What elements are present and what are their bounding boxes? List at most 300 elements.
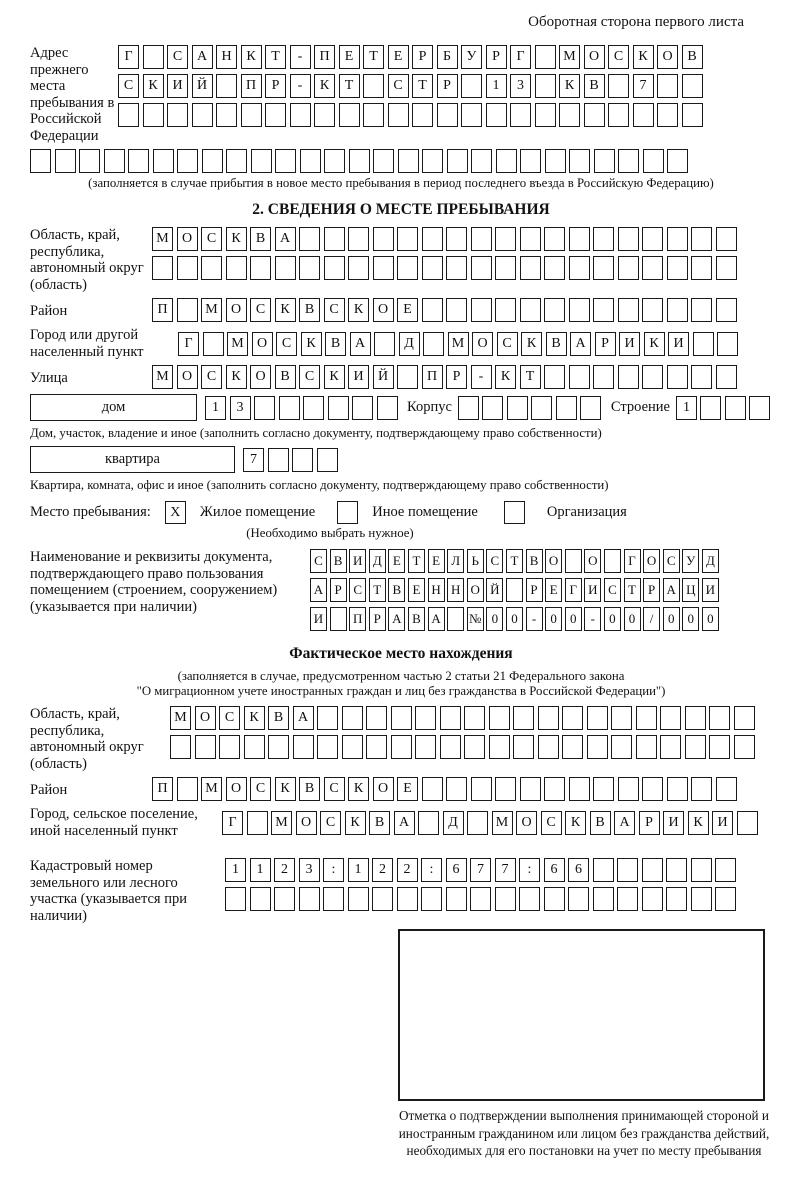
char-cell[interactable]: А bbox=[570, 332, 591, 356]
char-cell[interactable] bbox=[691, 365, 712, 389]
char-cell[interactable]: 0 bbox=[604, 607, 621, 631]
char-cell[interactable] bbox=[691, 777, 712, 801]
char-cell[interactable]: М bbox=[559, 45, 580, 69]
char-cell[interactable]: Т bbox=[408, 549, 425, 573]
char-cell[interactable]: Й bbox=[192, 74, 213, 98]
char-cell[interactable] bbox=[55, 149, 76, 173]
char-cell[interactable] bbox=[143, 103, 164, 127]
char-cell[interactable]: 0 bbox=[545, 607, 562, 631]
char-cell[interactable]: М bbox=[152, 365, 173, 389]
char-cell[interactable] bbox=[352, 396, 373, 420]
char-cell[interactable]: О bbox=[643, 549, 660, 573]
char-cell[interactable]: С bbox=[541, 811, 562, 835]
char-cell[interactable] bbox=[391, 706, 412, 730]
char-cell[interactable]: О bbox=[177, 365, 198, 389]
char-cell[interactable] bbox=[700, 396, 721, 420]
char-cell[interactable] bbox=[348, 887, 369, 911]
char-cell[interactable] bbox=[685, 735, 706, 759]
char-cell[interactable] bbox=[314, 103, 335, 127]
char-cell[interactable] bbox=[373, 256, 394, 280]
char-cell[interactable] bbox=[323, 887, 344, 911]
char-cell[interactable]: С bbox=[167, 45, 188, 69]
char-cell[interactable] bbox=[495, 256, 516, 280]
char-cell[interactable] bbox=[657, 74, 678, 98]
char-cell[interactable]: Р bbox=[330, 578, 347, 602]
checkbox-residential[interactable]: X bbox=[165, 501, 186, 524]
char-cell[interactable]: 1 bbox=[250, 858, 271, 882]
char-cell[interactable]: О bbox=[226, 298, 247, 322]
char-cell[interactable]: Т bbox=[339, 74, 360, 98]
char-cell[interactable] bbox=[422, 777, 443, 801]
checkbox-organization[interactable] bbox=[504, 501, 525, 524]
char-cell[interactable] bbox=[177, 256, 198, 280]
char-cell[interactable] bbox=[446, 227, 467, 251]
char-cell[interactable] bbox=[636, 735, 657, 759]
char-cell[interactable] bbox=[254, 396, 275, 420]
char-cell[interactable]: К bbox=[314, 74, 335, 98]
char-cell[interactable] bbox=[446, 298, 467, 322]
char-cell[interactable] bbox=[250, 256, 271, 280]
char-cell[interactable] bbox=[715, 887, 736, 911]
char-cell[interactable] bbox=[593, 365, 614, 389]
char-cell[interactable] bbox=[177, 777, 198, 801]
char-cell[interactable]: Р bbox=[486, 45, 507, 69]
char-cell[interactable]: - bbox=[290, 74, 311, 98]
char-cell[interactable] bbox=[618, 227, 639, 251]
char-cell[interactable]: 3 bbox=[230, 396, 251, 420]
char-cell[interactable] bbox=[685, 706, 706, 730]
char-cell[interactable] bbox=[569, 365, 590, 389]
char-cell[interactable] bbox=[618, 365, 639, 389]
char-cell[interactable] bbox=[611, 706, 632, 730]
char-cell[interactable]: Т bbox=[520, 365, 541, 389]
char-cell[interactable] bbox=[418, 811, 439, 835]
char-cell[interactable]: Д bbox=[369, 549, 386, 573]
char-cell[interactable] bbox=[471, 149, 492, 173]
char-cell[interactable] bbox=[440, 706, 461, 730]
char-cell[interactable] bbox=[506, 578, 523, 602]
char-cell[interactable]: А bbox=[293, 706, 314, 730]
char-cell[interactable] bbox=[593, 887, 614, 911]
char-cell[interactable]: С bbox=[486, 549, 503, 573]
char-cell[interactable] bbox=[593, 858, 614, 882]
char-cell[interactable] bbox=[464, 706, 485, 730]
char-cell[interactable]: К bbox=[241, 45, 262, 69]
char-cell[interactable] bbox=[247, 811, 268, 835]
char-cell[interactable]: П bbox=[349, 607, 366, 631]
char-cell[interactable] bbox=[642, 858, 663, 882]
char-cell[interactable] bbox=[279, 396, 300, 420]
char-cell[interactable] bbox=[667, 149, 688, 173]
char-cell[interactable] bbox=[397, 227, 418, 251]
char-cell[interactable] bbox=[716, 298, 737, 322]
char-cell[interactable] bbox=[177, 298, 198, 322]
char-cell[interactable] bbox=[374, 332, 395, 356]
char-cell[interactable]: Н bbox=[447, 578, 464, 602]
char-cell[interactable] bbox=[593, 256, 614, 280]
char-cell[interactable] bbox=[569, 149, 590, 173]
char-cell[interactable]: С bbox=[608, 45, 629, 69]
char-cell[interactable] bbox=[300, 149, 321, 173]
char-cell[interactable] bbox=[544, 365, 565, 389]
char-cell[interactable]: Н bbox=[428, 578, 445, 602]
char-cell[interactable]: 6 bbox=[568, 858, 589, 882]
char-cell[interactable]: С bbox=[349, 578, 366, 602]
char-cell[interactable]: С bbox=[663, 549, 680, 573]
char-cell[interactable]: И bbox=[348, 365, 369, 389]
char-cell[interactable] bbox=[507, 396, 528, 420]
char-cell[interactable]: М bbox=[201, 298, 222, 322]
char-cell[interactable]: К bbox=[348, 777, 369, 801]
char-cell[interactable] bbox=[447, 607, 464, 631]
char-cell[interactable] bbox=[642, 256, 663, 280]
char-cell[interactable] bbox=[348, 256, 369, 280]
char-cell[interactable]: В bbox=[408, 607, 425, 631]
char-cell[interactable] bbox=[562, 735, 583, 759]
char-cell[interactable]: К bbox=[559, 74, 580, 98]
char-cell[interactable] bbox=[587, 706, 608, 730]
char-cell[interactable] bbox=[617, 858, 638, 882]
char-cell[interactable]: М bbox=[152, 227, 173, 251]
char-cell[interactable] bbox=[363, 103, 384, 127]
char-cell[interactable] bbox=[30, 149, 51, 173]
char-cell[interactable] bbox=[471, 777, 492, 801]
char-cell[interactable]: 1 bbox=[205, 396, 226, 420]
char-cell[interactable] bbox=[544, 887, 565, 911]
char-cell[interactable] bbox=[513, 735, 534, 759]
char-cell[interactable] bbox=[324, 227, 345, 251]
char-cell[interactable]: В bbox=[546, 332, 567, 356]
char-cell[interactable]: А bbox=[192, 45, 213, 69]
char-cell[interactable] bbox=[293, 735, 314, 759]
char-cell[interactable]: С bbox=[201, 227, 222, 251]
char-cell[interactable]: О bbox=[584, 45, 605, 69]
char-cell[interactable] bbox=[216, 74, 237, 98]
char-cell[interactable] bbox=[715, 858, 736, 882]
char-cell[interactable]: : bbox=[519, 858, 540, 882]
char-cell[interactable]: В bbox=[388, 578, 405, 602]
char-cell[interactable]: К bbox=[301, 332, 322, 356]
char-cell[interactable] bbox=[667, 777, 688, 801]
char-cell[interactable] bbox=[569, 227, 590, 251]
char-cell[interactable] bbox=[203, 332, 224, 356]
char-cell[interactable] bbox=[520, 298, 541, 322]
char-cell[interactable] bbox=[569, 256, 590, 280]
char-cell[interactable]: С bbox=[497, 332, 518, 356]
char-cell[interactable] bbox=[292, 448, 313, 472]
char-cell[interactable]: В bbox=[526, 549, 543, 573]
char-cell[interactable]: О bbox=[373, 777, 394, 801]
char-cell[interactable] bbox=[667, 365, 688, 389]
char-cell[interactable] bbox=[489, 706, 510, 730]
char-cell[interactable] bbox=[691, 858, 712, 882]
char-cell[interactable] bbox=[330, 607, 347, 631]
char-cell[interactable] bbox=[544, 298, 565, 322]
char-cell[interactable]: К bbox=[633, 45, 654, 69]
char-cell[interactable]: К bbox=[644, 332, 665, 356]
char-cell[interactable]: Д bbox=[702, 549, 719, 573]
char-cell[interactable] bbox=[520, 149, 541, 173]
char-cell[interactable] bbox=[569, 298, 590, 322]
char-cell[interactable] bbox=[594, 149, 615, 173]
char-cell[interactable] bbox=[423, 332, 444, 356]
char-cell[interactable]: : bbox=[421, 858, 442, 882]
char-cell[interactable] bbox=[482, 396, 503, 420]
char-cell[interactable] bbox=[569, 777, 590, 801]
char-cell[interactable] bbox=[666, 858, 687, 882]
char-cell[interactable] bbox=[244, 735, 265, 759]
char-cell[interactable]: К bbox=[244, 706, 265, 730]
char-cell[interactable]: В bbox=[275, 365, 296, 389]
char-cell[interactable]: М bbox=[227, 332, 248, 356]
char-cell[interactable]: Й bbox=[486, 578, 503, 602]
char-cell[interactable]: Ц bbox=[682, 578, 699, 602]
char-cell[interactable]: И bbox=[167, 74, 188, 98]
char-cell[interactable] bbox=[195, 735, 216, 759]
char-cell[interactable]: 0 bbox=[663, 607, 680, 631]
char-cell[interactable] bbox=[366, 735, 387, 759]
char-cell[interactable]: В bbox=[299, 298, 320, 322]
char-cell[interactable] bbox=[580, 396, 601, 420]
char-cell[interactable] bbox=[274, 887, 295, 911]
char-cell[interactable] bbox=[342, 706, 363, 730]
char-cell[interactable]: 2 bbox=[274, 858, 295, 882]
char-cell[interactable]: С bbox=[118, 74, 139, 98]
char-cell[interactable] bbox=[520, 777, 541, 801]
char-cell[interactable]: 0 bbox=[506, 607, 523, 631]
char-cell[interactable] bbox=[608, 103, 629, 127]
char-cell[interactable] bbox=[642, 887, 663, 911]
char-cell[interactable] bbox=[633, 103, 654, 127]
char-cell[interactable] bbox=[422, 227, 443, 251]
char-cell[interactable] bbox=[216, 103, 237, 127]
char-cell[interactable] bbox=[299, 227, 320, 251]
char-cell[interactable]: С bbox=[299, 365, 320, 389]
char-cell[interactable] bbox=[717, 332, 738, 356]
char-cell[interactable] bbox=[265, 103, 286, 127]
char-cell[interactable] bbox=[693, 332, 714, 356]
char-cell[interactable] bbox=[118, 103, 139, 127]
char-cell[interactable] bbox=[461, 74, 482, 98]
char-cell[interactable] bbox=[342, 735, 363, 759]
char-cell[interactable]: 2 bbox=[397, 858, 418, 882]
char-cell[interactable] bbox=[377, 396, 398, 420]
char-cell[interactable]: Й bbox=[373, 365, 394, 389]
char-cell[interactable] bbox=[421, 887, 442, 911]
char-cell[interactable] bbox=[667, 256, 688, 280]
char-cell[interactable]: И bbox=[702, 578, 719, 602]
char-cell[interactable]: И bbox=[619, 332, 640, 356]
char-cell[interactable] bbox=[152, 256, 173, 280]
char-cell[interactable]: К bbox=[688, 811, 709, 835]
char-cell[interactable]: И bbox=[663, 811, 684, 835]
char-cell[interactable]: Т bbox=[506, 549, 523, 573]
char-cell[interactable] bbox=[251, 149, 272, 173]
char-cell[interactable]: Т bbox=[369, 578, 386, 602]
char-cell[interactable] bbox=[299, 256, 320, 280]
char-cell[interactable] bbox=[440, 735, 461, 759]
char-cell[interactable]: У bbox=[682, 549, 699, 573]
char-cell[interactable] bbox=[303, 396, 324, 420]
char-cell[interactable] bbox=[388, 103, 409, 127]
char-cell[interactable] bbox=[437, 103, 458, 127]
char-cell[interactable]: Р bbox=[437, 74, 458, 98]
char-cell[interactable] bbox=[593, 777, 614, 801]
char-cell[interactable]: Р bbox=[446, 365, 467, 389]
char-cell[interactable] bbox=[317, 448, 338, 472]
char-cell[interactable]: В bbox=[584, 74, 605, 98]
char-cell[interactable] bbox=[535, 103, 556, 127]
char-cell[interactable] bbox=[104, 149, 125, 173]
char-cell[interactable] bbox=[535, 45, 556, 69]
char-cell[interactable] bbox=[618, 149, 639, 173]
char-cell[interactable] bbox=[467, 811, 488, 835]
char-cell[interactable] bbox=[226, 149, 247, 173]
char-cell[interactable] bbox=[562, 706, 583, 730]
char-cell[interactable]: Р bbox=[595, 332, 616, 356]
char-cell[interactable] bbox=[170, 735, 191, 759]
char-cell[interactable] bbox=[495, 887, 516, 911]
char-cell[interactable]: А bbox=[394, 811, 415, 835]
char-cell[interactable] bbox=[709, 706, 730, 730]
char-cell[interactable] bbox=[642, 227, 663, 251]
char-cell[interactable]: 6 bbox=[446, 858, 467, 882]
char-cell[interactable]: П bbox=[152, 298, 173, 322]
char-cell[interactable] bbox=[734, 735, 755, 759]
char-cell[interactable] bbox=[153, 149, 174, 173]
char-cell[interactable]: Е bbox=[397, 298, 418, 322]
char-cell[interactable]: И bbox=[349, 549, 366, 573]
char-cell[interactable] bbox=[618, 777, 639, 801]
char-cell[interactable]: М bbox=[271, 811, 292, 835]
char-cell[interactable]: / bbox=[643, 607, 660, 631]
char-cell[interactable] bbox=[461, 103, 482, 127]
char-cell[interactable] bbox=[666, 887, 687, 911]
char-cell[interactable] bbox=[373, 227, 394, 251]
char-cell[interactable]: Г bbox=[118, 45, 139, 69]
char-cell[interactable] bbox=[167, 103, 188, 127]
char-cell[interactable] bbox=[470, 887, 491, 911]
char-cell[interactable] bbox=[520, 227, 541, 251]
char-cell[interactable] bbox=[667, 227, 688, 251]
char-cell[interactable] bbox=[177, 149, 198, 173]
char-cell[interactable]: Р bbox=[412, 45, 433, 69]
char-cell[interactable] bbox=[643, 149, 664, 173]
char-cell[interactable]: Е bbox=[388, 549, 405, 573]
char-cell[interactable] bbox=[397, 256, 418, 280]
char-cell[interactable] bbox=[531, 396, 552, 420]
char-cell[interactable]: И bbox=[310, 607, 327, 631]
char-cell[interactable] bbox=[489, 735, 510, 759]
char-cell[interactable]: С bbox=[320, 811, 341, 835]
char-cell[interactable]: К bbox=[348, 298, 369, 322]
char-cell[interactable]: В bbox=[250, 227, 271, 251]
char-cell[interactable] bbox=[398, 149, 419, 173]
char-cell[interactable]: Р bbox=[643, 578, 660, 602]
char-cell[interactable]: - bbox=[290, 45, 311, 69]
char-cell[interactable]: Г bbox=[222, 811, 243, 835]
char-cell[interactable] bbox=[275, 149, 296, 173]
char-cell[interactable] bbox=[415, 735, 436, 759]
char-cell[interactable]: А bbox=[663, 578, 680, 602]
char-cell[interactable] bbox=[464, 735, 485, 759]
char-cell[interactable]: П bbox=[241, 74, 262, 98]
char-cell[interactable]: Т bbox=[363, 45, 384, 69]
char-cell[interactable]: С bbox=[388, 74, 409, 98]
char-cell[interactable] bbox=[538, 735, 559, 759]
char-cell[interactable] bbox=[734, 706, 755, 730]
char-cell[interactable] bbox=[749, 396, 770, 420]
char-cell[interactable] bbox=[682, 74, 703, 98]
char-cell[interactable] bbox=[636, 706, 657, 730]
char-cell[interactable]: 7 bbox=[243, 448, 264, 472]
char-cell[interactable] bbox=[716, 777, 737, 801]
char-cell[interactable] bbox=[535, 74, 556, 98]
char-cell[interactable]: Б bbox=[437, 45, 458, 69]
char-cell[interactable] bbox=[642, 298, 663, 322]
char-cell[interactable] bbox=[691, 227, 712, 251]
char-cell[interactable]: К bbox=[345, 811, 366, 835]
char-cell[interactable] bbox=[725, 396, 746, 420]
char-cell[interactable]: 7 bbox=[633, 74, 654, 98]
char-cell[interactable] bbox=[366, 706, 387, 730]
char-cell[interactable]: О bbox=[296, 811, 317, 835]
char-cell[interactable]: К bbox=[226, 365, 247, 389]
char-cell[interactable]: П bbox=[314, 45, 335, 69]
char-cell[interactable] bbox=[128, 149, 149, 173]
char-cell[interactable]: В bbox=[369, 811, 390, 835]
char-cell[interactable]: А bbox=[428, 607, 445, 631]
char-cell[interactable] bbox=[545, 149, 566, 173]
char-cell[interactable] bbox=[415, 706, 436, 730]
char-cell[interactable]: В bbox=[268, 706, 289, 730]
char-cell[interactable] bbox=[593, 298, 614, 322]
char-cell[interactable]: О bbox=[516, 811, 537, 835]
char-cell[interactable]: 7 bbox=[495, 858, 516, 882]
char-cell[interactable] bbox=[691, 298, 712, 322]
char-cell[interactable] bbox=[513, 706, 534, 730]
char-cell[interactable] bbox=[397, 365, 418, 389]
char-cell[interactable]: : bbox=[323, 858, 344, 882]
char-cell[interactable] bbox=[268, 735, 289, 759]
char-cell[interactable]: 1 bbox=[486, 74, 507, 98]
char-cell[interactable]: М bbox=[201, 777, 222, 801]
char-cell[interactable]: 3 bbox=[299, 858, 320, 882]
char-cell[interactable] bbox=[520, 256, 541, 280]
char-cell[interactable]: В bbox=[590, 811, 611, 835]
char-cell[interactable]: А bbox=[388, 607, 405, 631]
char-cell[interactable] bbox=[275, 256, 296, 280]
char-cell[interactable] bbox=[611, 735, 632, 759]
char-cell[interactable]: В bbox=[299, 777, 320, 801]
char-cell[interactable]: К bbox=[275, 777, 296, 801]
char-cell[interactable]: О bbox=[226, 777, 247, 801]
char-cell[interactable]: 1 bbox=[676, 396, 697, 420]
char-cell[interactable]: 0 bbox=[565, 607, 582, 631]
char-cell[interactable] bbox=[495, 227, 516, 251]
char-cell[interactable]: С bbox=[324, 777, 345, 801]
char-cell[interactable]: Е bbox=[397, 777, 418, 801]
char-cell[interactable]: К bbox=[565, 811, 586, 835]
char-cell[interactable]: - bbox=[584, 607, 601, 631]
char-cell[interactable]: Т bbox=[412, 74, 433, 98]
char-cell[interactable] bbox=[290, 103, 311, 127]
char-cell[interactable]: Е bbox=[408, 578, 425, 602]
char-cell[interactable] bbox=[192, 103, 213, 127]
char-cell[interactable] bbox=[565, 549, 582, 573]
char-cell[interactable] bbox=[372, 887, 393, 911]
char-cell[interactable]: О bbox=[250, 365, 271, 389]
